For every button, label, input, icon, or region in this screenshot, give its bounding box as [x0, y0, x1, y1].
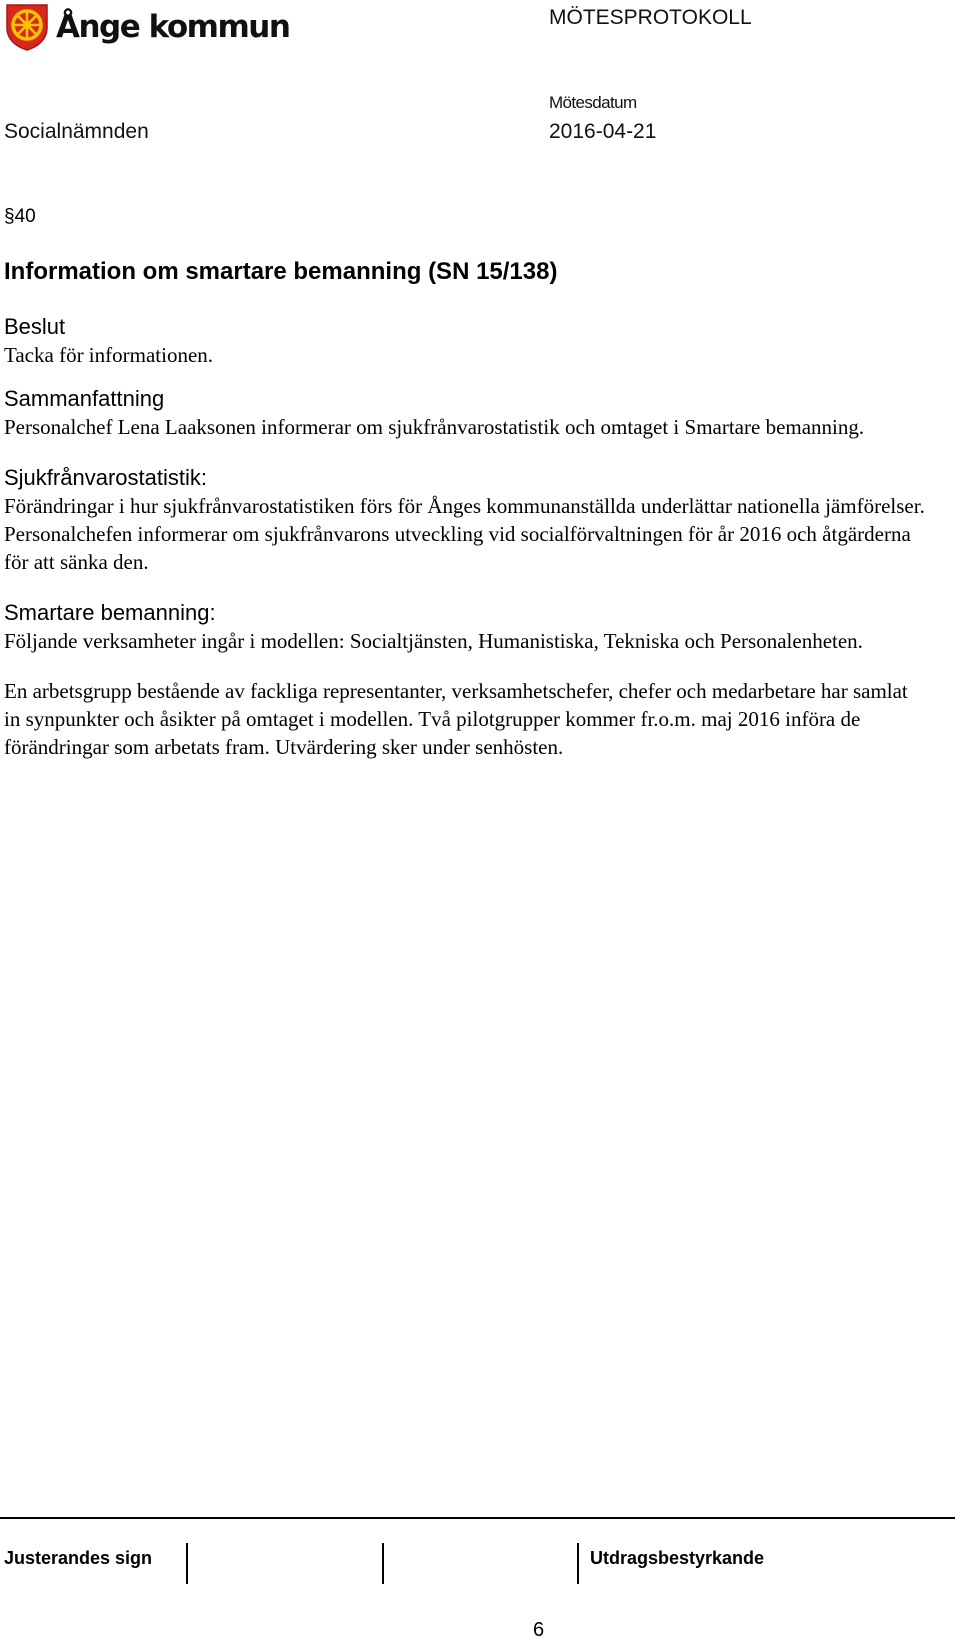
meeting-date: 2016-04-21 — [549, 120, 657, 143]
signature-box-divider — [186, 1543, 188, 1584]
meeting-date-label: Mötesdatum — [549, 93, 637, 112]
working-group-text: En arbetsgrupp bestående av fackliga representanter, verksamhetschefer, chefer och medarbetare har samlat in synpunkter och åsikter på omtaget i modellen. Två pilotgrupper kommer fr.o.m. maj 2016 införa de förändringar som arbetats fram. Utvärdering sker under senhösten. — [4, 679, 908, 759]
summary-heading: Sammanfattning — [4, 386, 165, 411]
item-title: Information om smartare bemanning (SN 15/138) — [4, 258, 558, 285]
page-number: 6 — [533, 1619, 545, 1641]
summary-text: Personalchef Lena Laaksonen informerar om sjukfrånvarostatistik och omtaget i Smartare bemanning. — [4, 415, 865, 439]
paragraph-number: §40 — [4, 206, 36, 227]
minutes-body — [4, 312, 929, 761]
municipality-logo — [4, 2, 289, 52]
signature-box-divider — [577, 1543, 579, 1584]
sick-leave-text: Förändringar i hur sjukfrånvarostatistiken förs för Ånges kommunanställda underlättar nationella jämförelser. Personalchefen informerar om sjukfrånvarons utveckling vid socialförvaltningen för år 2016 och åtgärderna för att sänka den. — [4, 494, 925, 574]
coat-of-arms-icon — [4, 2, 50, 52]
decision-heading: Beslut — [4, 314, 66, 339]
decision-text: Tacka för informationen. — [4, 343, 214, 367]
committee-name: Socialnämnden — [4, 120, 149, 143]
smart-staffing-text: Följande verksamheter ingår i modellen: Socialtjänsten, Humanistiska, Tekniska och Personalenheten. — [4, 629, 863, 653]
footer-divider — [0, 1517, 955, 1519]
extract-certification-label: Utdragsbestyrkande — [590, 1548, 765, 1568]
document-type: MÖTESPROTOKOLL — [549, 6, 752, 29]
smart-staffing-heading: Smartare bemanning: — [4, 600, 216, 625]
adjusters-signature-label: Justerandes sign — [4, 1548, 153, 1568]
logo-wordmark: Ånge kommun — [56, 9, 290, 45]
sick-leave-heading: Sjukfrånvarostatistik: — [4, 465, 207, 490]
signature-box-divider — [382, 1543, 384, 1584]
